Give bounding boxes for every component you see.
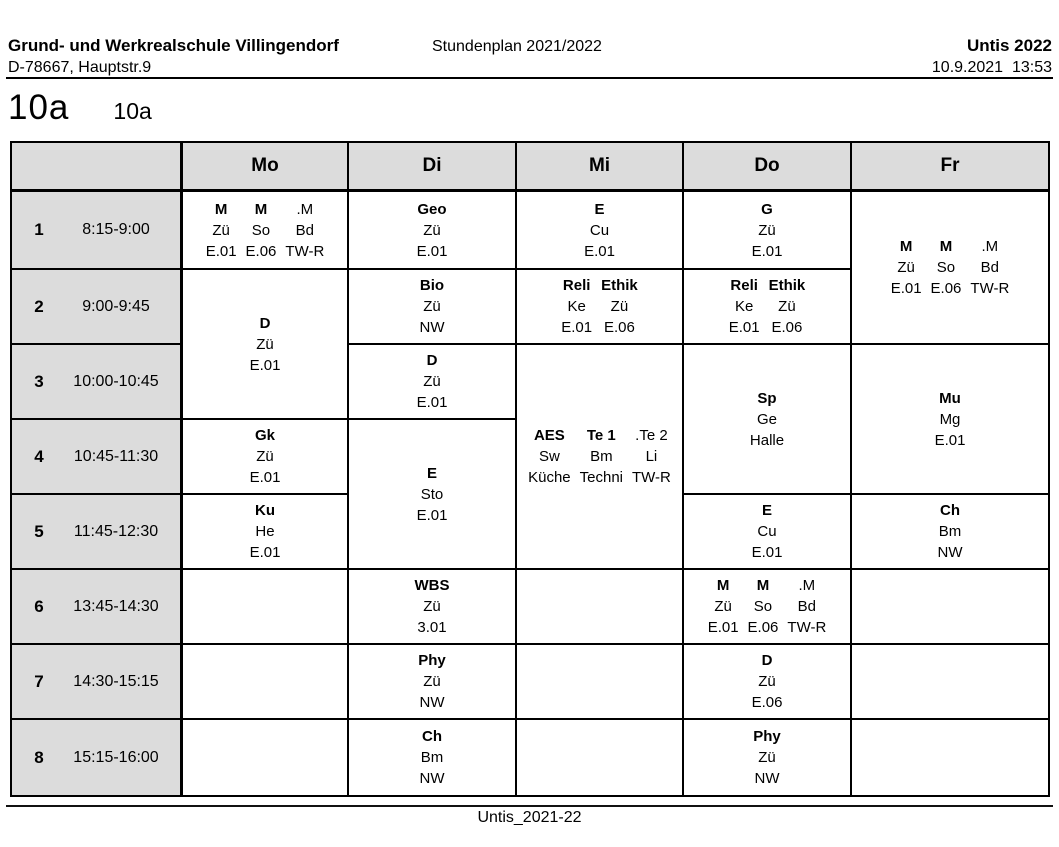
room-label: E.01 xyxy=(728,319,760,336)
lesson-group xyxy=(935,388,966,451)
subject-label: D xyxy=(426,352,438,369)
room-label: E.01 xyxy=(561,319,593,336)
class-title xyxy=(8,88,152,128)
lesson-cell xyxy=(684,570,852,645)
lesson-group xyxy=(752,650,783,713)
subject-label: .M xyxy=(296,200,314,218)
room-label: Küche xyxy=(528,469,571,486)
subject-label: Ethik xyxy=(768,277,806,294)
lesson-groups xyxy=(250,425,281,488)
header-divider xyxy=(6,77,1053,79)
teacher-label: Sto xyxy=(420,485,444,503)
period-number: 5 xyxy=(34,521,44,541)
subject-label: .M xyxy=(981,238,999,255)
room-label: E.06 xyxy=(930,280,962,297)
lesson-group xyxy=(891,236,922,299)
teacher-label: Zü xyxy=(423,673,441,690)
room-label: TW-R xyxy=(787,619,827,636)
lesson-group xyxy=(415,575,450,638)
period-number: 8 xyxy=(34,747,44,767)
room-label: E.06 xyxy=(603,319,635,336)
subject-label: D xyxy=(761,652,773,669)
teacher-label: Zü xyxy=(758,673,776,690)
lesson-group xyxy=(417,199,448,262)
lesson-groups xyxy=(750,388,784,451)
lesson-groups xyxy=(418,650,446,713)
lesson-group xyxy=(250,500,281,563)
teacher-label: Zü xyxy=(256,335,274,353)
lesson-group xyxy=(206,199,237,262)
room-label: E.01 xyxy=(416,242,448,260)
period-time: 9:00-9:45 xyxy=(82,297,150,315)
period-cell xyxy=(12,645,183,720)
subject-label: WBS xyxy=(414,577,450,594)
subject-label: E xyxy=(761,502,772,519)
lesson-group xyxy=(250,313,281,376)
print-timestamp: 10.9.2021 13:53 xyxy=(931,59,1052,76)
lesson-group xyxy=(970,236,1009,299)
teacher-label: Bm xyxy=(420,749,444,766)
lesson-group xyxy=(748,575,779,638)
room-label: E.06 xyxy=(245,242,277,260)
lesson-cell xyxy=(684,495,852,570)
teacher-label: Cu xyxy=(757,523,777,540)
lesson-cell xyxy=(183,495,349,570)
room-label: NW xyxy=(937,544,963,561)
lesson-cell xyxy=(349,270,517,345)
subject-label: E xyxy=(426,464,437,482)
subject-label: E xyxy=(594,200,605,218)
subject-label: Bio xyxy=(419,277,445,294)
lesson-cell xyxy=(684,720,852,795)
teacher-label: Mg xyxy=(939,410,961,428)
lesson-group xyxy=(561,275,592,338)
subject-label: Ku xyxy=(254,502,275,519)
subject-label: M xyxy=(716,577,730,594)
period-cell xyxy=(12,720,183,795)
period-number: 3 xyxy=(34,371,44,391)
day-header-di: Di xyxy=(349,143,517,192)
teacher-label: Bd xyxy=(295,221,315,239)
subject-label: AES xyxy=(533,427,565,444)
room-label: E.01 xyxy=(249,356,281,374)
lesson-group xyxy=(752,500,783,563)
teacher-label: Zü xyxy=(212,221,230,239)
lesson-group xyxy=(285,199,324,262)
lesson-group xyxy=(417,463,448,526)
timetable-corner-cell xyxy=(12,143,183,192)
subject-label: Ethik xyxy=(601,277,638,294)
period-cell xyxy=(12,420,183,495)
room-label: E.01 xyxy=(584,242,615,260)
empty-cell xyxy=(852,720,1048,795)
subject-label: Ch xyxy=(422,728,442,745)
lesson-group xyxy=(418,650,446,713)
subject-label: Te 1 xyxy=(586,427,616,444)
timetable xyxy=(10,141,1050,797)
room-label: E.01 xyxy=(416,506,448,524)
period-number: 4 xyxy=(34,446,44,466)
lesson-groups xyxy=(250,500,281,563)
lesson-group xyxy=(752,199,783,262)
teacher-label: Zü xyxy=(778,298,796,315)
subject-label: .M xyxy=(798,577,816,594)
room-label: E.01 xyxy=(249,469,281,486)
period-time: 8:15-9:00 xyxy=(82,221,150,238)
teacher-label: Zü xyxy=(758,749,776,766)
teacher-label: Bm xyxy=(590,448,613,465)
room-label: Techni xyxy=(579,469,623,486)
subject-label: M xyxy=(214,200,228,218)
lesson-groups xyxy=(415,575,450,638)
lesson-groups xyxy=(935,388,966,451)
period-number: 2 xyxy=(34,296,44,316)
lesson-cell xyxy=(852,495,1048,570)
period-cell xyxy=(12,270,183,345)
teacher-label: Zü xyxy=(423,598,441,615)
teacher-label: Zü xyxy=(610,298,629,315)
lesson-groups xyxy=(752,199,783,262)
room-label: NW xyxy=(419,770,445,787)
room-label: E.06 xyxy=(751,694,783,711)
teacher-label: Zü xyxy=(423,298,441,315)
room-label: E.01 xyxy=(416,394,448,411)
subject-label: G xyxy=(761,200,773,218)
lesson-groups xyxy=(206,199,325,262)
lesson-cell xyxy=(349,645,517,720)
empty-cell xyxy=(183,570,349,645)
lesson-cell xyxy=(183,192,349,270)
lesson-cell xyxy=(349,570,517,645)
period-time: 14:30-15:15 xyxy=(73,672,159,690)
room-label: E.01 xyxy=(890,280,922,297)
footer-label: Untis_2021-22 xyxy=(477,809,582,826)
room-label: 3.01 xyxy=(417,619,447,636)
lesson-cell xyxy=(183,270,349,420)
lesson-group xyxy=(417,350,448,413)
teacher-label: Cu xyxy=(589,221,610,239)
subject-label: Ch xyxy=(940,502,960,519)
teacher-label: He xyxy=(255,523,275,540)
room-label: NW xyxy=(754,770,780,787)
lesson-group xyxy=(769,275,806,338)
lesson-group xyxy=(580,425,623,488)
lesson-groups xyxy=(420,275,445,338)
teacher-label: Ke xyxy=(734,298,754,315)
subject-label: M xyxy=(756,577,770,594)
period-number: 7 xyxy=(34,671,44,691)
room-label: NW xyxy=(419,319,445,336)
lesson-group xyxy=(528,425,571,488)
lesson-groups xyxy=(708,575,827,638)
lesson-cell xyxy=(852,192,1048,345)
subject-label: Reli xyxy=(562,277,591,294)
empty-cell xyxy=(517,720,684,795)
subject-label: Sp xyxy=(757,389,777,407)
lesson-group xyxy=(250,425,281,488)
subject-label: Phy xyxy=(753,728,781,745)
lesson-cell xyxy=(852,345,1048,495)
lesson-groups xyxy=(891,236,1010,299)
empty-cell xyxy=(517,645,684,720)
lesson-cell xyxy=(684,270,852,345)
room-label: Halle xyxy=(749,431,785,449)
room-label: E.01 xyxy=(934,431,966,449)
period-time: 11:45-12:30 xyxy=(73,522,159,540)
lesson-groups xyxy=(417,463,448,526)
lesson-groups xyxy=(417,350,448,413)
teacher-label: Zü xyxy=(897,259,915,276)
empty-cell xyxy=(183,720,349,795)
day-header-fr: Fr xyxy=(852,143,1048,192)
teacher-label: Bd xyxy=(980,259,1000,276)
lesson-cell xyxy=(684,192,852,270)
teacher-label: Bd xyxy=(797,598,817,615)
lesson-group xyxy=(753,726,781,789)
period-time: 13:45-14:30 xyxy=(73,597,159,615)
room-label: TW-R xyxy=(632,469,671,486)
period-time: 10:45-11:30 xyxy=(73,447,159,465)
empty-cell xyxy=(852,570,1048,645)
lesson-cell xyxy=(684,645,852,720)
lesson-cell xyxy=(684,345,852,495)
room-label: TW-R xyxy=(970,280,1010,297)
day-header-mi: Mi xyxy=(517,143,684,192)
lesson-cell xyxy=(517,345,684,570)
lesson-group xyxy=(246,199,277,262)
teacher-label: Li xyxy=(645,448,658,465)
period-number: 1 xyxy=(34,220,44,239)
room-label: NW xyxy=(419,694,445,711)
room-label: E.01 xyxy=(249,544,281,561)
subject-label: Reli xyxy=(730,277,758,294)
lesson-groups xyxy=(938,500,963,563)
day-header-mo: Mo xyxy=(183,143,349,192)
lesson-group xyxy=(601,275,638,338)
period-cell xyxy=(12,495,183,570)
lesson-groups xyxy=(250,313,281,376)
lesson-group xyxy=(584,199,615,262)
lesson-group xyxy=(931,236,962,299)
room-label: E.06 xyxy=(747,619,779,636)
lesson-group xyxy=(938,500,963,563)
period-cell xyxy=(12,345,183,420)
plan-title: Stundenplan 2021/2022 xyxy=(432,38,602,55)
teacher-label: Ke xyxy=(567,298,586,315)
teacher-label: Zü xyxy=(423,221,441,239)
room-label: E.01 xyxy=(751,544,783,561)
class-name-large: 10a xyxy=(8,88,70,127)
footer-divider xyxy=(6,805,1053,807)
room-label: TW-R xyxy=(285,242,325,260)
subject-label: Gk xyxy=(254,427,275,444)
lesson-groups xyxy=(729,275,806,338)
school-name: Grund- und Werkrealschule Villingendorf xyxy=(8,36,339,55)
empty-cell xyxy=(852,645,1048,720)
class-name-small: 10a xyxy=(113,98,152,124)
lesson-cell xyxy=(349,420,517,570)
lesson-groups xyxy=(752,650,783,713)
subject-label: M xyxy=(939,238,953,255)
lesson-groups xyxy=(752,500,783,563)
lesson-group xyxy=(420,726,445,789)
period-cell xyxy=(12,570,183,645)
subject-label: Mu xyxy=(939,389,961,407)
lesson-cell xyxy=(183,420,349,495)
day-header-do: Do xyxy=(684,143,852,192)
lesson-cell xyxy=(349,192,517,270)
lesson-cell xyxy=(517,270,684,345)
period-number: 6 xyxy=(34,596,44,616)
period-cell xyxy=(12,192,183,270)
lesson-group xyxy=(632,425,671,488)
teacher-label: So xyxy=(936,259,956,276)
lesson-cell xyxy=(349,720,517,795)
teacher-label: Zü xyxy=(758,221,776,239)
lesson-group xyxy=(787,575,826,638)
room-label: E.01 xyxy=(751,242,783,260)
subject-label: M xyxy=(254,200,268,218)
lesson-group xyxy=(729,275,760,338)
subject-label: Geo xyxy=(417,200,447,218)
school-address: D-78667, Hauptstr.9 xyxy=(8,59,152,76)
subject-label: .Te 2 xyxy=(635,427,668,444)
lesson-group xyxy=(708,575,739,638)
lesson-groups xyxy=(753,726,781,789)
room-label: E.01 xyxy=(707,619,739,636)
lesson-groups xyxy=(528,425,671,488)
empty-cell xyxy=(517,570,684,645)
period-time: 15:15-16:00 xyxy=(73,748,159,766)
lesson-cell xyxy=(517,192,684,270)
app-name: Untis 2022 xyxy=(966,36,1052,55)
lesson-groups xyxy=(420,726,445,789)
teacher-label: So xyxy=(753,598,773,615)
lesson-group xyxy=(750,388,784,451)
teacher-label: So xyxy=(251,221,271,239)
teacher-label: Bm xyxy=(938,523,962,540)
lesson-groups xyxy=(417,199,448,262)
teacher-label: Zü xyxy=(423,373,441,390)
teacher-label: Zü xyxy=(714,598,732,615)
teacher-label: Zü xyxy=(256,448,274,465)
teacher-label: Ge xyxy=(756,410,777,428)
lesson-group xyxy=(420,275,445,338)
empty-cell xyxy=(183,645,349,720)
period-time: 10:00-10:45 xyxy=(73,372,159,390)
subject-label: M xyxy=(899,238,913,255)
subject-label: Phy xyxy=(418,652,446,669)
lesson-cell xyxy=(349,345,517,420)
subject-label: D xyxy=(259,314,271,332)
teacher-label: Sw xyxy=(538,448,560,465)
lesson-groups xyxy=(561,275,638,338)
room-label: E.06 xyxy=(771,319,803,336)
room-label: E.01 xyxy=(205,242,237,260)
lesson-groups xyxy=(584,199,615,262)
